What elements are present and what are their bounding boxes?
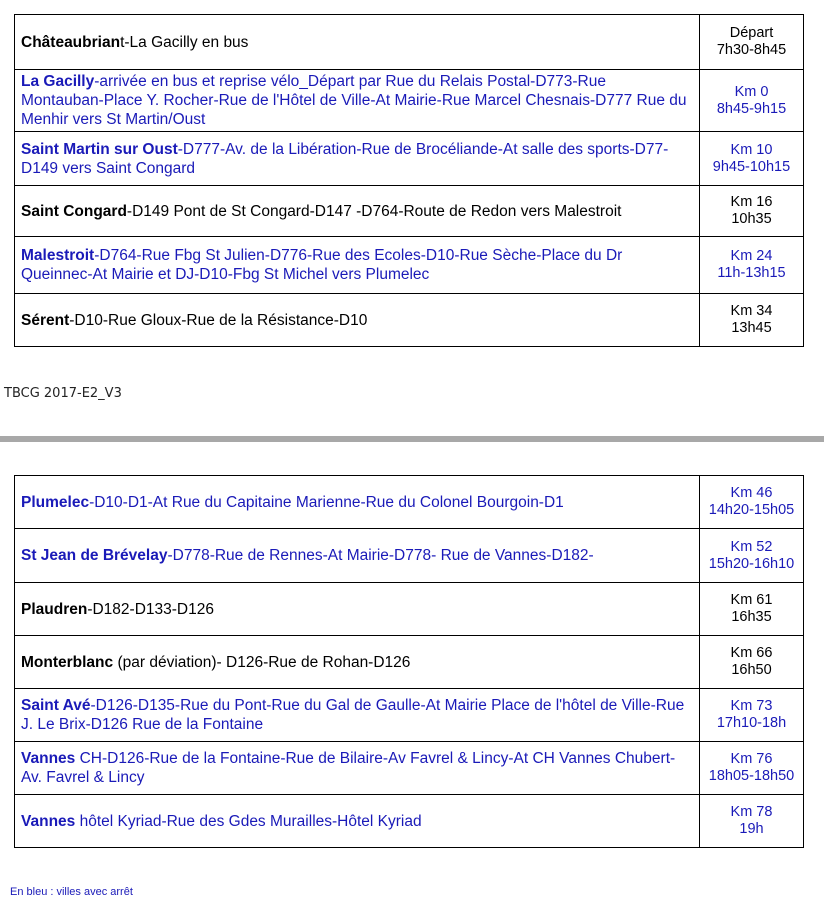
place-name: Saint Martin sur Oust bbox=[21, 140, 178, 158]
route-text: -D10-Rue Gloux-Rue de la Résistance-D10 bbox=[69, 311, 368, 329]
km-label: Km 76 bbox=[730, 751, 773, 767]
km-label: Km 24 bbox=[730, 248, 773, 264]
km-time-cell bbox=[700, 529, 804, 583]
route-description bbox=[15, 132, 700, 186]
route-description bbox=[15, 689, 700, 742]
place-name: Saint Avé bbox=[21, 697, 91, 714]
km-time-cell bbox=[700, 742, 804, 795]
document-reference: TBCG 2017-E2_V3 bbox=[4, 386, 122, 401]
legend-note: En bleu : villes avec arrêt bbox=[10, 886, 133, 898]
table-row bbox=[15, 294, 804, 347]
route-description bbox=[15, 294, 700, 347]
table-row bbox=[15, 636, 804, 689]
time-label: 13h45 bbox=[731, 320, 772, 336]
table-row bbox=[15, 186, 804, 237]
table-row bbox=[15, 476, 804, 529]
km-time-cell bbox=[700, 476, 804, 529]
route-text: CH-D126-Rue de la Fontaine-Rue de Bilaire-Av Favrel & Lincy-At CH Vannes Chubert-Av. Favrel & Lincy bbox=[21, 750, 676, 786]
table-row bbox=[15, 132, 804, 186]
route-description bbox=[15, 186, 700, 237]
route-text: -D149 Pont de St Congard-D147 -D764-Route de Redon vers Malestroit bbox=[126, 202, 622, 220]
route-text: -arrivée en bus et reprise vélo_Départ par Rue du Relais Postal-D773-Rue Montauban-Place Y. Rocher-Rue de l'Hôtel de Ville-At Mairie-Rue Marcel Chesnais-D777 Rue du Menhir vers St Martin/Oust bbox=[21, 73, 687, 128]
page-separator bbox=[0, 436, 824, 442]
km-time-cell bbox=[700, 583, 804, 636]
table-row bbox=[15, 237, 804, 294]
route-description bbox=[15, 237, 700, 294]
time-label: 10h35 bbox=[731, 211, 772, 227]
itinerary-table-part2 bbox=[14, 475, 804, 848]
place-name: Saint Congard bbox=[21, 202, 127, 220]
time-label: 14h20-15h05 bbox=[708, 502, 795, 518]
route-text: hôtel Kyriad-Rue des Gdes Murailles-Hôtel Kyriad bbox=[75, 812, 422, 830]
route-text: -D10-D1-At Rue du Capitaine Marienne-Rue du Colonel Bourgoin-D1 bbox=[89, 493, 564, 511]
km-time-cell bbox=[700, 132, 804, 186]
place-name: Sérent bbox=[21, 311, 70, 329]
table-row bbox=[15, 529, 804, 583]
place-name: Monterblanc bbox=[21, 653, 114, 671]
table-row bbox=[15, 15, 804, 70]
place-name: St Jean de Brévelay bbox=[21, 547, 168, 564]
time-label: 17h10-18h bbox=[716, 715, 787, 731]
place-name: La Gacilly bbox=[21, 73, 95, 90]
place-name: Plaudren bbox=[21, 600, 88, 618]
place-name: Malestroit bbox=[21, 247, 95, 264]
time-label: 15h20-16h10 bbox=[708, 555, 795, 572]
km-time-cell bbox=[700, 237, 804, 294]
route-description bbox=[15, 70, 700, 132]
km-time-cell bbox=[700, 186, 804, 237]
km-time-cell bbox=[700, 795, 804, 848]
place-name: Vannes bbox=[21, 812, 76, 830]
table-row bbox=[15, 583, 804, 636]
route-description bbox=[15, 636, 700, 689]
km-label: Km 73 bbox=[730, 698, 773, 714]
km-label: Départ bbox=[729, 25, 774, 41]
km-time-cell bbox=[700, 636, 804, 689]
route-description bbox=[15, 583, 700, 636]
km-time-cell bbox=[700, 15, 804, 70]
route-description bbox=[15, 529, 700, 583]
time-label: 8h45-9h15 bbox=[716, 100, 787, 117]
table-row bbox=[15, 795, 804, 848]
time-label: 7h30-8h45 bbox=[716, 42, 787, 58]
time-label: 16h50 bbox=[731, 662, 772, 678]
km-time-cell bbox=[700, 294, 804, 347]
time-label: 16h35 bbox=[731, 609, 772, 625]
km-time-cell bbox=[700, 70, 804, 132]
place-name: Plumelec bbox=[21, 493, 90, 511]
route-text: t-La Gacilly en bus bbox=[120, 33, 249, 51]
route-text: -D777-Av. de la Libération-Rue de Brocéliande-At salle des sports-D77-D149 vers Saint Congard bbox=[21, 140, 669, 177]
time-label: 11h-13h15 bbox=[717, 265, 786, 281]
km-label: Km 52 bbox=[730, 538, 773, 555]
itinerary-table-part1 bbox=[14, 14, 804, 347]
km-time-cell bbox=[700, 689, 804, 742]
route-description bbox=[15, 742, 700, 795]
table-row bbox=[15, 742, 804, 795]
time-label: 9h45-10h15 bbox=[712, 158, 791, 175]
place-name: Châteaubrian bbox=[21, 33, 121, 51]
route-text: -D126-D135-Rue du Pont-Rue du Gal de Gaulle-At Mairie Place de l'hôtel de Ville-Rue J. Le Brix-D126 Rue de la Fontaine bbox=[21, 697, 685, 733]
km-label: Km 46 bbox=[730, 485, 773, 501]
table-row bbox=[15, 689, 804, 742]
route-text: (par déviation)- D126-Rue de Rohan-D126 bbox=[113, 653, 411, 671]
time-label: 19h bbox=[739, 821, 764, 837]
route-description bbox=[15, 795, 700, 848]
route-description bbox=[15, 476, 700, 529]
route-description bbox=[15, 15, 700, 70]
km-label: Km 0 bbox=[734, 83, 769, 100]
route-text: -D182-D133-D126 bbox=[87, 600, 214, 618]
place-name: Vannes bbox=[21, 750, 76, 767]
table-row bbox=[15, 70, 804, 132]
km-label: Km 66 bbox=[730, 645, 773, 661]
route-text: -D764-Rue Fbg St Julien-D776-Rue des Ecoles-D10-Rue Sèche-Place du Dr Queinnec-At Mairie et DJ-D10-Fbg St Michel vers Plumelec bbox=[21, 247, 623, 283]
km-label: Km 16 bbox=[730, 194, 773, 210]
km-label: Km 78 bbox=[730, 804, 773, 820]
km-label: Km 61 bbox=[730, 592, 773, 608]
route-text: -D778-Rue de Rennes-At Mairie-D778- Rue de Vannes-D182- bbox=[167, 547, 594, 564]
km-label: Km 34 bbox=[730, 303, 773, 319]
time-label: 18h05-18h50 bbox=[708, 768, 795, 784]
km-label: Km 10 bbox=[730, 141, 773, 158]
